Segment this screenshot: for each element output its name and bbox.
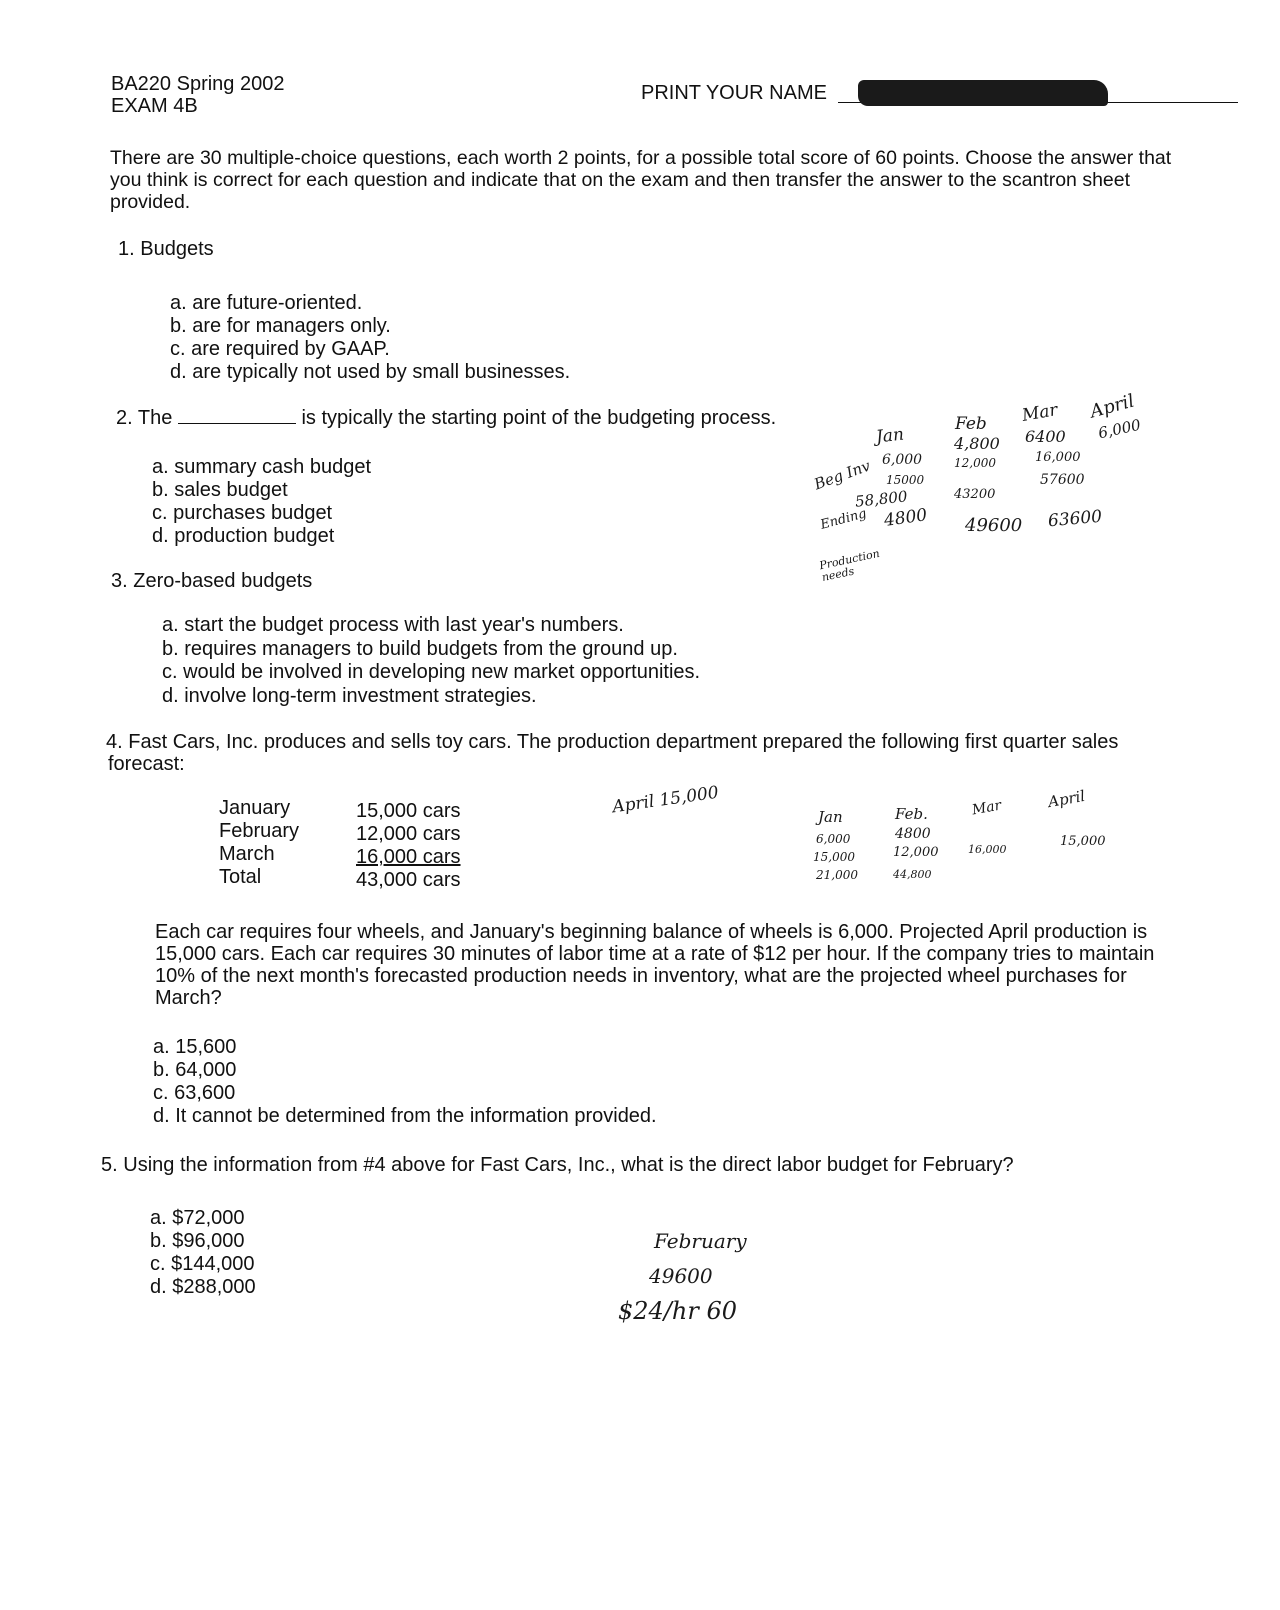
option-5a[interactable]: a. $72,000 (150, 1207, 245, 1229)
forecast-qty: 12,000 cars (356, 823, 461, 845)
question-stem: Zero-based budgets (133, 570, 313, 592)
handwriting-april: April (1088, 390, 1137, 423)
option-5d[interactable]: d. $288,000 (150, 1276, 256, 1298)
forecast-month: March (219, 843, 275, 865)
handwriting-mar-6400: 6400 (1025, 427, 1066, 446)
redacted-name (858, 80, 1108, 106)
question-1 (118, 238, 214, 261)
handwriting-mar: Mar (1020, 400, 1060, 426)
handwriting-feb-4800: 4,800 (954, 434, 1000, 453)
handwriting-feb: Feb (955, 414, 987, 434)
question-stem: Using the information from #4 above for Fast Cars, Inc., what is the direct labor budget for February? (123, 1154, 1014, 1176)
handwriting-jan: Jan (818, 808, 843, 826)
handwriting-jan: Jan (875, 424, 905, 448)
handwriting-mar-16000: 16,000 (968, 843, 1007, 856)
question-number: 3. (111, 570, 128, 592)
question-stem-after: is typically the starting point of the budgeting process. (301, 407, 777, 429)
handwriting-feb-12000: 12,000 (954, 456, 996, 470)
handwriting-jan-21000: 21,000 (816, 868, 858, 882)
question-stem-before: The (137, 407, 173, 429)
option-1b[interactable]: b. are for managers only. (170, 315, 391, 337)
option-1c[interactable]: c. are required by GAAP. (170, 338, 390, 360)
instructions: There are 30 multiple-choice questions, each worth 2 points, for a possible total score of 60 points. Choose the answer that you think is correct for each question and indicate that on the exam and then transfer the answer to the scantron sheet provided. (110, 147, 1172, 213)
question-stem: Budgets (140, 238, 214, 260)
handwriting-ending: Ending (818, 506, 869, 533)
handwriting-april-note: April 15,000 (611, 782, 720, 818)
handwriting-feb: Feb. (895, 805, 928, 823)
option-2b[interactable]: b. sales budget (152, 479, 288, 501)
handwriting-49600: 49600 (649, 1264, 713, 1288)
handwriting-rate: $24/hr 60 (618, 1297, 737, 1325)
handwriting-beg-inv: Beg Inv (811, 456, 873, 494)
option-4a[interactable]: a. 15,600 (153, 1036, 237, 1058)
handwriting-apr-15000: 15,000 (1060, 834, 1106, 849)
name-label: PRINT YOUR NAME (641, 82, 827, 104)
option-4c[interactable]: c. 63,600 (153, 1082, 236, 1104)
option-3a[interactable]: a. start the budget process with last year's numbers. (162, 614, 624, 636)
handwriting-jan-58800: 58,800 (854, 487, 909, 511)
forecast-month: February (219, 820, 300, 842)
forecast-total-label: Total (219, 866, 262, 888)
question-number: 1. (118, 238, 135, 260)
question-4-detail: Each car requires four wheels, and January's beginning balance of wheels is 6,000. Projected April production is 15,000 cars. Each car requires 30 minutes of labor time at a rate of $12 per hour. If the company tries to maintain 10% of the next month's forecasted production needs in inventory, what are the projected wheel purchases for March? (155, 921, 1155, 1009)
exam-code: EXAM 4B (111, 95, 198, 117)
handwriting-mar-57600: 57600 (1040, 472, 1085, 488)
handwriting-february: February (654, 1229, 747, 1253)
handwriting-jan-6000: 6,000 (816, 832, 851, 846)
option-4b[interactable]: b. 64,000 (153, 1059, 237, 1081)
handwriting-production-needs: Production needs (818, 546, 881, 585)
handwriting-april-6000: 6,000 (1096, 415, 1143, 443)
forecast-month: January (219, 797, 291, 819)
handwriting-jan-15000: 15,000 (813, 850, 855, 864)
question-5 (101, 1154, 1014, 1177)
option-1d[interactable]: d. are typically not used by small businesses. (170, 361, 571, 383)
option-5b[interactable]: b. $96,000 (150, 1230, 245, 1252)
handwriting-feb-49600: 49600 (965, 515, 1023, 536)
question-number: 5. (101, 1154, 118, 1176)
option-5c[interactable]: c. $144,000 (150, 1253, 255, 1275)
option-3d[interactable]: d. involve long-term investment strategies. (162, 685, 537, 707)
handwriting-apr: April (1046, 786, 1087, 812)
option-1a[interactable]: a. are future-oriented. (170, 292, 363, 314)
option-2c[interactable]: c. purchases budget (152, 502, 333, 524)
option-3b[interactable]: b. requires managers to build budgets from the ground up. (162, 638, 678, 660)
option-3c[interactable]: c. would be involved in developing new market opportunities. (162, 661, 701, 683)
handwriting-feb-4800: 4800 (895, 826, 931, 842)
question-3 (111, 570, 312, 593)
question-number: 4. (106, 731, 123, 753)
forecast-qty: 16,000 cars (356, 846, 461, 868)
forecast-qty: 15,000 cars (356, 800, 461, 822)
question-4 (108, 731, 1188, 775)
handwriting-jan-15000: 15000 (886, 473, 925, 487)
handwriting-mar-63600: 63600 (1047, 506, 1103, 532)
handwriting-feb-43200: 43200 (954, 487, 996, 502)
course-title: BA220 Spring 2002 (111, 73, 285, 95)
option-4d[interactable]: d. It cannot be determined from the information provided. (153, 1105, 657, 1127)
handwriting-mar: Mar (970, 797, 1003, 819)
handwriting-feb-44800: 44,800 (893, 868, 932, 881)
handwriting-jan-beg: 6,000 (882, 452, 923, 468)
answer-blank (178, 407, 296, 424)
handwriting-mar-16000: 16,000 (1035, 450, 1081, 465)
handwriting-feb-12000: 12,000 (893, 845, 939, 860)
question-2 (116, 407, 776, 430)
question-stem: Fast Cars, Inc. produces and sells toy cars. The production department prepared the following first quarter sales forecast: (108, 731, 1119, 775)
option-2a[interactable]: a. summary cash budget (152, 456, 371, 478)
question-number: 2. (116, 407, 133, 429)
option-2d[interactable]: d. production budget (152, 525, 335, 547)
forecast-total-qty: 43,000 cars (356, 869, 461, 891)
handwriting-jan-ending: 4800 (882, 505, 929, 531)
